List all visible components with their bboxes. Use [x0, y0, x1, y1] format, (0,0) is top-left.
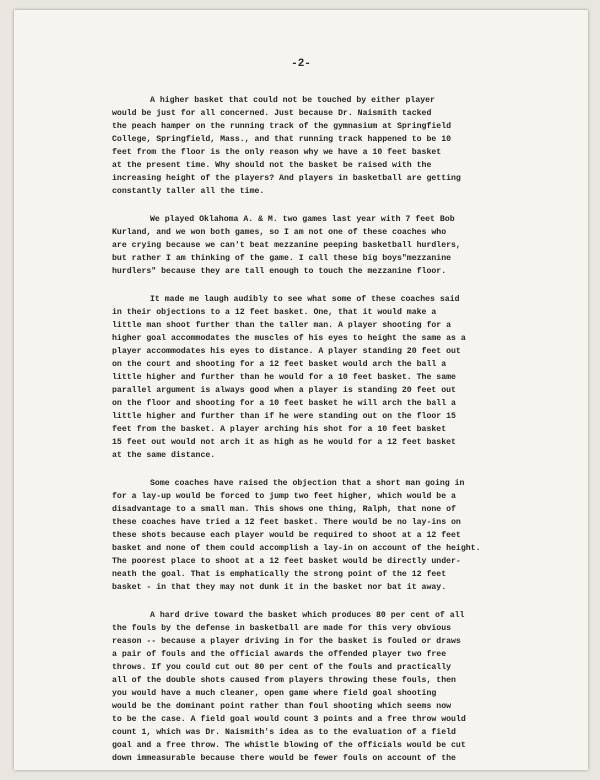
text-line: in their objections to a 12 feet basket. One, that it would make a: [112, 308, 437, 317]
text-line: count 1, which was Dr. Naismith's idea as to the evaluation of a field: [112, 728, 456, 737]
text-line: these shots because each player would be required to shoot at a 12 feet: [112, 531, 461, 540]
text-line: but rather I am thinking of the game. I call these big boys"mezzanine: [112, 254, 452, 263]
text-line: It made me laugh audibly to see what some of these coaches said: [150, 295, 460, 304]
paragraph: [112, 94, 548, 198]
body-text: [112, 94, 548, 780]
page-number: -2-: [291, 58, 311, 70]
text-line: neath the goal. That is emphatically the strong point of the 12 feet: [112, 570, 447, 579]
paragraph: [112, 477, 548, 594]
text-line: on the floor and shooting for a 10 feet basket he will arch the ball a: [112, 399, 456, 408]
text-line: A higher basket that could not be touched by either player: [150, 96, 435, 105]
text-line: higher goal accommodates the muscles of his eyes to height the same as a: [112, 334, 466, 343]
text-line: Some coaches have raised the objection that a short man going in: [150, 479, 465, 488]
text-line: feet from the basket. A player arching his shot for a 10 feet basket: [112, 425, 447, 434]
text-line: would be the dominant point rather than foul shooting which seems now: [112, 702, 452, 711]
text-line: College, Springfield, Mass., and that running track happened to be 10: [112, 135, 452, 144]
text-line: A hard drive toward the basket which produces 80 per cent of all: [150, 611, 465, 620]
text-line: player accommodates his eyes to distance. A player standing 20 feet out: [112, 347, 461, 356]
text-line: down immeasurable because there would be fewer fouls on account of the: [112, 754, 456, 763]
text-line: goal and a free throw. The whistle blowing of the officials would be cut: [112, 741, 466, 750]
text-line: parallel argument is always good when a player is standing 20 feet out: [112, 386, 456, 395]
text-line: all of the double shots caused from players throwing these fouls, then: [112, 676, 456, 685]
text-line: a pair of fouls and the official awards the offended player two free: [112, 650, 447, 659]
text-line: to be the case. A field goal would count 3 points and a free throw would: [112, 715, 466, 724]
text-line: little man shoot further than the taller man. A player shooting for a: [112, 321, 452, 330]
text-line: disadvantage to a small man. This shows one thing, Ralph, that none of: [112, 505, 456, 514]
text-line: 15 feet out would not arch it as high as he would for a 12 feet basket: [112, 438, 456, 447]
text-line: little higher and further than if he were standing out on the floor 15: [112, 412, 456, 421]
text-line: these coaches have tried a 12 feet basket. There would be no lay-ins on: [112, 518, 461, 527]
text-line: constantly taller all the time.: [112, 187, 265, 196]
paragraph: [112, 609, 548, 765]
text-line: reason -- because a player driving in for the basket is fouled or draws: [112, 637, 461, 646]
text-line: basket and none of them could accomplish a lay-in on account of the height.: [112, 544, 481, 553]
text-line: The poorest place to shoot at a 12 feet basket would be directly under-: [112, 557, 461, 566]
text-line: basket - in that they may not dunk it in the basket nor bat it away.: [112, 583, 447, 592]
text-line: the fouls by the defense in basketball are made for this very obvious: [112, 624, 452, 633]
text-line: increasing height of the players? And players in basketball are getting: [112, 174, 461, 183]
text-line: little higher and further than he would for a 10 feet basket. The same: [112, 373, 456, 382]
text-line: on the court and shooting for a 12 feet basket would arch the ball a: [112, 360, 447, 369]
text-line: you would have a much cleaner, open game where field goal shooting: [112, 689, 437, 698]
paragraph: [112, 213, 548, 278]
text-line: throws. If you could cut out 80 per cent of the fouls and practically: [112, 663, 452, 672]
text-line: hurdlers" because they are tall enough to touch the mezzanine floor.: [112, 267, 447, 276]
text-line: at the same distance.: [112, 451, 216, 460]
text-line: for a lay-up would be forced to jump two feet higher, which would be a: [112, 492, 456, 501]
text-line: are crying because we can't beat mezzanine peeping basketball hurdlers,: [112, 241, 461, 250]
paragraph: [112, 293, 548, 462]
text-line: at the present time. Why should not the basket be raised with the: [112, 161, 432, 170]
text-line: feet from the floor is the only reason why we have a 10 feet basket: [112, 148, 442, 157]
text-line: would be just for all concerned. Just because Dr. Naismith tacked: [112, 109, 432, 118]
typed-page: [14, 10, 588, 770]
text-line: the peach hamper on the running track of the gymnasium at Springfield: [112, 122, 452, 131]
text-line: We played Oklahoma A. & M. two games last year with 7 feet Bob: [150, 215, 455, 224]
text-line: Kurland, and we won both games, so I am not one of these coaches who: [112, 228, 447, 237]
